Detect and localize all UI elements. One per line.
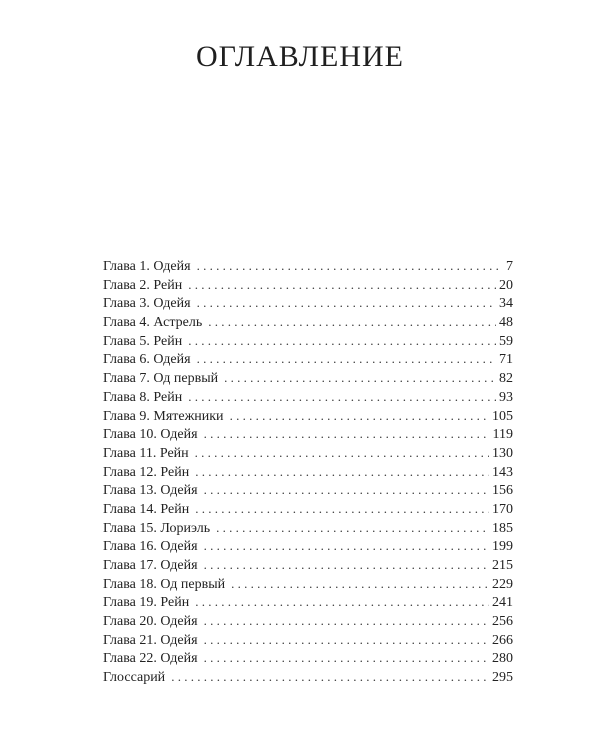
toc-entry-page-number: 215 bbox=[492, 558, 513, 573]
toc-entry-label: Глава 8. Рейн bbox=[103, 389, 183, 405]
toc-entry-label: Глава 19. Рейн bbox=[103, 595, 190, 611]
toc-entry bbox=[103, 556, 513, 575]
toc-entry-page-number: 20 bbox=[499, 277, 513, 293]
toc-entry bbox=[103, 500, 513, 519]
toc-dot-leader bbox=[204, 537, 489, 556]
toc-entry bbox=[103, 649, 513, 668]
toc-entry bbox=[103, 631, 513, 650]
toc-entry bbox=[103, 444, 513, 463]
toc-entry-page-number: 105 bbox=[492, 408, 513, 424]
toc-entry-page-number: 280 bbox=[492, 651, 513, 667]
toc-dot-leader bbox=[197, 350, 496, 369]
toc-entry bbox=[103, 593, 513, 612]
toc-dot-leader bbox=[230, 407, 489, 426]
toc-dot-leader bbox=[204, 481, 489, 500]
toc-entry-label: Глава 21. Одейя bbox=[103, 632, 198, 648]
toc-entry bbox=[103, 294, 513, 313]
toc-dot-leader bbox=[208, 313, 496, 332]
toc-entry-label: Глава 16. Одейя bbox=[103, 539, 198, 555]
toc-entry-label: Глава 4. Астрель bbox=[103, 315, 203, 331]
toc-dot-leader bbox=[204, 612, 489, 631]
toc-entry-page-number: 266 bbox=[492, 632, 513, 648]
toc-dot-leader bbox=[197, 257, 503, 276]
toc-entry bbox=[103, 481, 513, 500]
toc-dot-leader bbox=[204, 556, 489, 575]
toc-entry-page-number: 185 bbox=[492, 520, 513, 536]
toc-entry-page-number: 170 bbox=[492, 501, 513, 517]
toc-entry-label: Глава 5. Рейн bbox=[103, 333, 183, 349]
toc-entry-label: Глава 9. Мятежники bbox=[103, 408, 224, 424]
toc-entry-label: Глава 15. Лориэль bbox=[103, 520, 211, 536]
toc-entry-label: Глава 13. Одейя bbox=[103, 483, 198, 499]
toc-dot-leader bbox=[195, 444, 489, 463]
toc-entry bbox=[103, 463, 513, 482]
toc-entry-page-number: 241 bbox=[492, 595, 513, 611]
toc-entry-label: Глава 18. Од первый bbox=[103, 576, 226, 592]
toc-dot-leader bbox=[188, 276, 496, 295]
toc-entry bbox=[103, 257, 513, 276]
toc-entry bbox=[103, 668, 513, 687]
toc-dot-leader bbox=[204, 649, 489, 668]
toc-entry-label: Глоссарий bbox=[103, 670, 166, 686]
toc-entry-page-number: 93 bbox=[499, 389, 513, 405]
table-of-contents bbox=[103, 257, 513, 687]
toc-entry-label: Глава 17. Одейя bbox=[103, 558, 198, 573]
toc-entry bbox=[103, 537, 513, 556]
toc-dot-leader bbox=[195, 463, 489, 482]
toc-dot-leader bbox=[204, 425, 490, 444]
toc-entry-page-number: 34 bbox=[499, 296, 513, 312]
toc-dot-leader bbox=[224, 369, 496, 388]
toc-entry-page-number: 48 bbox=[499, 315, 513, 331]
toc-entry-page-number: 229 bbox=[492, 576, 513, 592]
toc-entry bbox=[103, 350, 513, 369]
toc-entry-label: Глава 7. Од первый bbox=[103, 371, 219, 387]
toc-entry bbox=[103, 425, 513, 444]
toc-dot-leader bbox=[197, 294, 496, 313]
toc-entry-label: Глава 2. Рейн bbox=[103, 277, 183, 293]
toc-entry-page-number: 199 bbox=[492, 539, 513, 555]
toc-entry bbox=[103, 407, 513, 426]
toc-dot-leader bbox=[188, 332, 496, 351]
toc-entry bbox=[103, 332, 513, 351]
toc-entry-page-number: 143 bbox=[492, 464, 513, 480]
toc-entry bbox=[103, 612, 513, 631]
toc-entry-label: Глава 3. Одейя bbox=[103, 296, 191, 312]
toc-entry-label: Глава 10. Одейя bbox=[103, 427, 198, 443]
toc-entry-page-number: 295 bbox=[492, 670, 513, 686]
toc-entry-label: Глава 1. Одейя bbox=[103, 259, 191, 274]
toc-entry bbox=[103, 388, 513, 407]
toc-entry-page-number: 156 bbox=[492, 483, 513, 499]
toc-entry-page-number: 119 bbox=[492, 427, 513, 443]
toc-entry-page-number: 59 bbox=[499, 333, 513, 349]
toc-dot-leader bbox=[195, 500, 489, 519]
toc-entry-page-number: 7 bbox=[506, 259, 513, 274]
toc-entry bbox=[103, 575, 513, 594]
page-title: ОГЛАВЛЕНИЕ bbox=[196, 40, 404, 73]
toc-entry-page-number: 71 bbox=[499, 352, 513, 368]
toc-entry-label: Глава 11. Рейн bbox=[103, 445, 189, 461]
toc-entry-page-number: 82 bbox=[499, 371, 513, 387]
toc-dot-leader bbox=[231, 575, 489, 594]
toc-entry-label: Глава 14. Рейн bbox=[103, 501, 190, 517]
toc-entry-label: Глава 20. Одейя bbox=[103, 614, 198, 630]
toc-dot-leader bbox=[188, 388, 496, 407]
toc-entry bbox=[103, 276, 513, 295]
toc-dot-leader bbox=[216, 519, 489, 538]
toc-entry-label: Глава 12. Рейн bbox=[103, 464, 190, 480]
toc-entry bbox=[103, 519, 513, 538]
toc-entry-label: Глава 6. Одейя bbox=[103, 352, 191, 368]
toc-dot-leader bbox=[171, 668, 489, 687]
toc-entry bbox=[103, 369, 513, 388]
toc-entry-page-number: 256 bbox=[492, 614, 513, 630]
toc-dot-leader bbox=[195, 593, 489, 612]
toc-entry-label: Глава 22. Одейя bbox=[103, 651, 198, 667]
toc-dot-leader bbox=[204, 631, 489, 650]
toc-entry bbox=[103, 313, 513, 332]
toc-entry-page-number: 130 bbox=[492, 445, 513, 461]
